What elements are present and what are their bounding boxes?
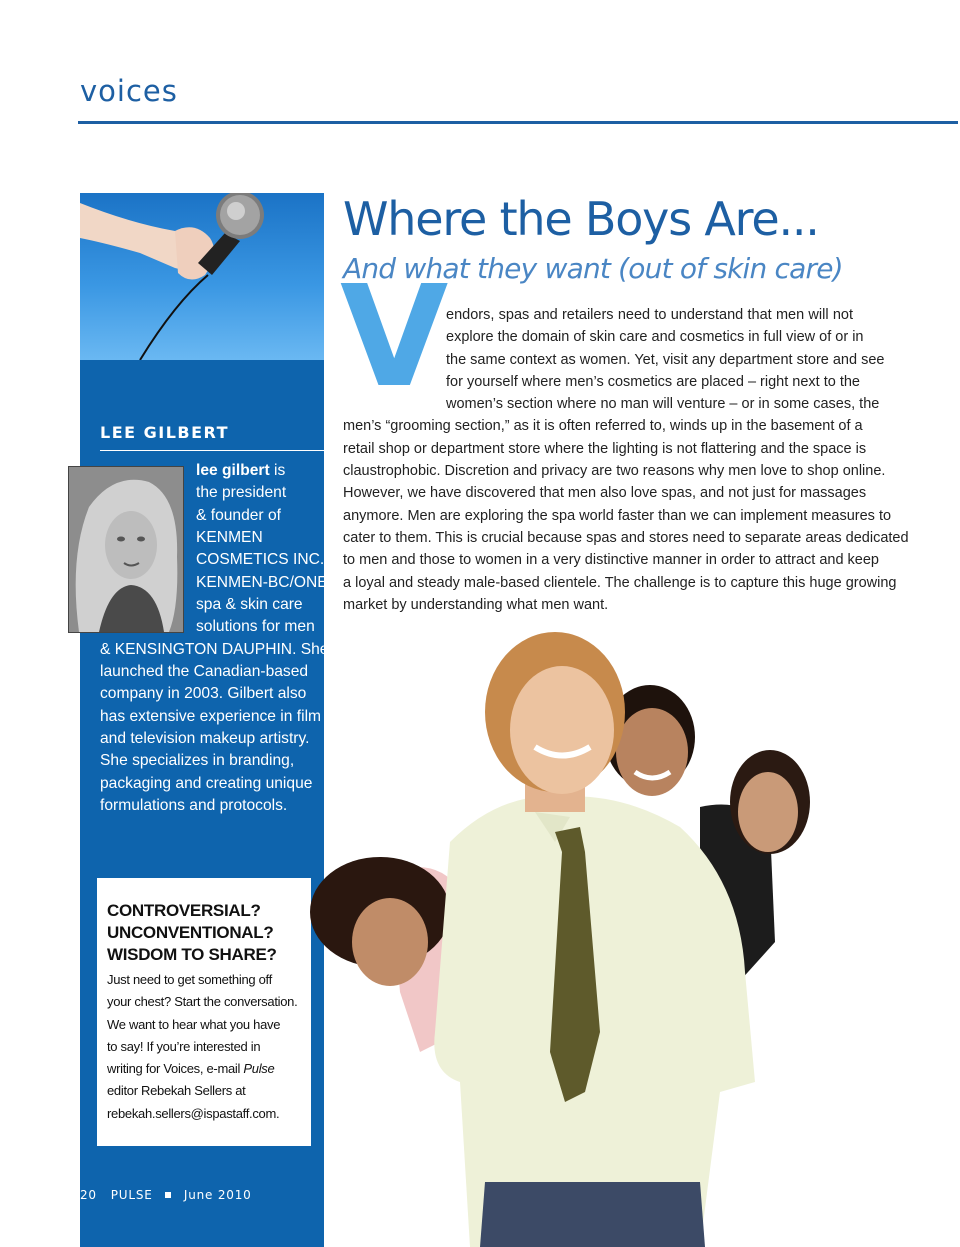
square-bullet-icon (165, 1192, 171, 1198)
article-headline: Where the Boys Are... (343, 192, 819, 246)
bio-line: COSMETICS INC. – (196, 551, 338, 569)
article-subheadline: And what they want (out of skin care) (343, 252, 843, 285)
drop-cap: V (340, 256, 449, 419)
bio-line: and television makeup artistry. (100, 730, 310, 748)
bio-line: packaging and creating unique (100, 774, 313, 792)
bio-line: KENMEN-BC/ONE (196, 573, 328, 591)
callout-body-line: Just need to get something off (107, 972, 272, 987)
page-number: 20 (80, 1188, 97, 1202)
bio-line: KENMEN (196, 529, 263, 547)
body-line: However, we have discovered that men also love spas, and not just for massages (343, 485, 867, 502)
email-link[interactable]: rebekah.sellers@ispastaff.com. (107, 1105, 280, 1121)
body-line: cater to them. This is crucial because spas and stores need to separate areas dedicated (343, 529, 909, 546)
callout-body-line: your chest? Start the conversation. (107, 994, 298, 1010)
section-divider (78, 121, 958, 124)
bio-line: the president (196, 484, 287, 502)
bio-line: & KENSINGTON DAUPHIN. She (100, 640, 329, 658)
bio-line: launched the Canadian-based (100, 663, 309, 681)
callout-body-line (107, 1058, 311, 1080)
issue-date: June 2010 (183, 1188, 252, 1202)
bio-line: has extensive experience in film (100, 707, 322, 725)
callout-text: writing for Voices, e-mail (107, 1061, 244, 1077)
body-line: the same context as women. Yet, visit any department store and see (446, 351, 885, 368)
body-line: endors, spas and retailers need to understand that men will not (446, 307, 853, 323)
callout-body (107, 969, 311, 1125)
bio-line: & founder of (196, 506, 281, 524)
body-line: retail shop or department store where the lighting is not flattering and the space is (343, 440, 867, 457)
publication-title: PULSE (110, 1188, 153, 1202)
body-line: a loyal and steady male-based clientele. The challenge is to capture this huge growing (343, 574, 897, 591)
body-line: to men and those to women in a very distinctive manner in order to attract and keep (343, 552, 879, 569)
callout-heading-line: UNCONVENTIONAL? (107, 923, 274, 942)
body-line: anymore. Men are exploring the spa world faster than we can implement measures to (343, 507, 892, 524)
publication-name: Pulse (243, 1061, 275, 1077)
callout-heading (107, 900, 307, 966)
section-label: voices (80, 74, 178, 108)
bio-line: formulations and protocols. (100, 797, 288, 815)
body-line: men’s “grooming section,” as it is often referred to, winds up in the basement of a (343, 418, 863, 435)
author-name: LEE GILBERT (100, 423, 230, 442)
callout-box (97, 878, 311, 1146)
body-line: women’s section where no man will venture – or in some cases, the (446, 396, 880, 413)
bio-line: spa & skin care (196, 596, 303, 614)
body-line: claustrophobic. Discretion and privacy are two reasons why men love to shop online. (343, 463, 886, 480)
callout-body-line: to say! If you’re interested in (107, 1038, 261, 1054)
callout-heading-line: CONTROVERSIAL? (107, 901, 261, 920)
article-body (343, 304, 909, 616)
body-line: market by understanding what men want. (343, 596, 609, 613)
bio-name: lee gilbert (196, 462, 270, 479)
author-divider (100, 450, 324, 451)
bio-line: She specializes in branding, (100, 752, 295, 770)
body-line: explore the domain of skin care and cosmetics in full view of or in (446, 329, 864, 346)
callout-body-line: editor Rebekah Sellers at (107, 1083, 246, 1099)
author-bio (100, 460, 338, 818)
body-line: for yourself where men’s cosmetics are placed – right next to the (446, 373, 860, 390)
bio-line: solutions for men (196, 618, 315, 636)
bio-text: is (269, 462, 286, 479)
microphone-image (80, 193, 324, 360)
group-photo (300, 612, 820, 1247)
bio-line: company in 2003. Gilbert also (100, 685, 307, 703)
bio-line (100, 460, 320, 482)
page-footer (80, 1188, 252, 1202)
callout-body-line: We want to hear what you have (107, 1016, 281, 1032)
callout-heading-line: WISDOM TO SHARE? (107, 945, 277, 964)
